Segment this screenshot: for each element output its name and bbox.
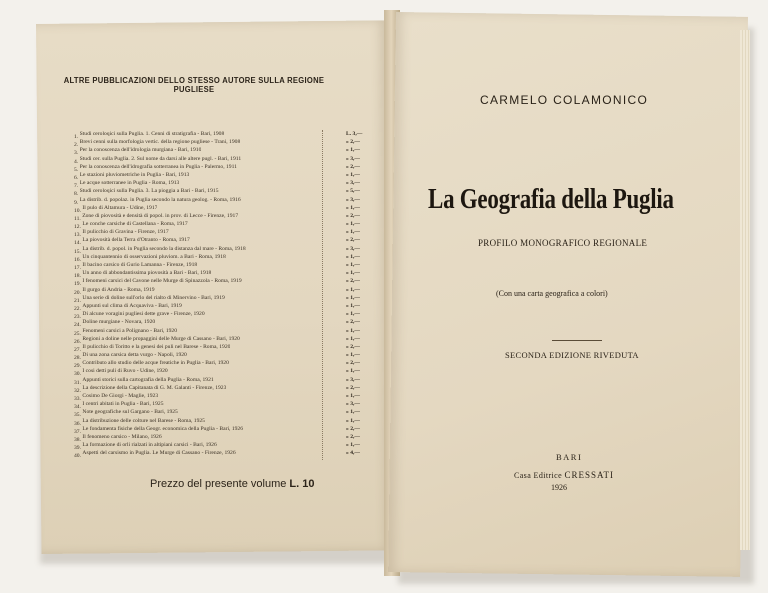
publication-title: I centri abitati in Puglia - Bari, 1925 xyxy=(82,401,164,408)
publication-number: 31. xyxy=(74,379,81,386)
publication-year: 1926 xyxy=(551,483,567,492)
publication-number: 13. xyxy=(74,232,81,239)
publication-number: 24. xyxy=(74,322,81,329)
publication-number: 25. xyxy=(74,330,81,337)
publication-title: Per la conoscenza dell'idrografia sotterranea in Puglia - Palermo, 1911 xyxy=(79,163,237,170)
publication-number: 40. xyxy=(74,453,81,460)
publication-title: Il pulicchio di Gravina - Firenze, 1917 xyxy=(82,229,169,236)
publication-title: Studi ceroloqici sulla Puglia. 3. La pioggia a Bari - Bari, 1915 xyxy=(79,188,219,195)
publication-title: Il gurgo di Andria - Roma, 1919 xyxy=(82,286,155,293)
publication-number: 4. xyxy=(74,158,79,165)
publication-number: 10. xyxy=(74,207,81,214)
publication-number: 6. xyxy=(74,175,79,182)
publication-price: » 2,— xyxy=(346,425,360,432)
publication-price: » 3,— xyxy=(346,196,360,203)
publication-number: 15. xyxy=(74,248,81,255)
publication-title: Un anno di abbondantissima piovosità a Bari - Bari, 1918 xyxy=(82,270,212,277)
publication-price: » 1,— xyxy=(346,442,360,449)
publication-price: » 1,— xyxy=(346,204,360,211)
page-edges xyxy=(740,30,750,550)
publication-price: » 2,— xyxy=(346,163,360,170)
publication-price: » 1,— xyxy=(346,311,360,318)
publication-price: » 1,— xyxy=(346,262,360,268)
publication-title: Cosimo De Giorgi - Maglie, 1923 xyxy=(82,393,159,399)
publication-title: Di alcune voragini pugliesi dette grave - Firenze, 1920 xyxy=(82,311,205,318)
publication-number: 34. xyxy=(74,404,81,411)
publication-title: Brevi cenni sulla morfologia vertic. della regione pugliese - Trani, 1908 xyxy=(79,139,241,146)
publication-price: » 1,— xyxy=(346,352,360,359)
publication-title: La distribuzione delle colture nel Barese - Roma, 1925 xyxy=(82,417,205,424)
volume-price-value: L. 10 xyxy=(289,478,315,490)
publication-number: 22. xyxy=(74,306,81,313)
publication-number: 32. xyxy=(74,388,81,395)
publication-title: Il pulo di Altamura - Udine, 1917 xyxy=(82,204,158,211)
publication-title: Note geografiche sul Gargano - Bari, 1925 xyxy=(82,409,178,416)
publication-number: 23. xyxy=(74,314,81,321)
publication-number: 21. xyxy=(74,297,81,304)
publication-title: Regioni a doline nelle propaggini delle Murge di Cassano - Bari, 1920 xyxy=(82,335,240,342)
publisher-prefix: Casa Editrice xyxy=(514,471,563,480)
publications-header: ALTRE PUBBLICAZIONI DELLO STESSO AUTORE SULLA REGIONE PUGLIESE xyxy=(63,76,325,94)
publication-price: L. 3,— xyxy=(346,131,363,137)
publication-title: La descrizione della Capitanata di G. M. Galanti - Firenze, 1923 xyxy=(82,384,227,391)
publication-price: » 2,— xyxy=(346,360,360,367)
price-column-rule xyxy=(322,130,323,460)
publication-price: » 1,— xyxy=(346,229,360,236)
publication-number: 33. xyxy=(74,396,81,403)
publication-price: » 4,— xyxy=(346,450,360,457)
publication-title: Studi ceroloqici sulla Puglia. 1. Cenni di stratigrafia - Bari, 1908 xyxy=(79,131,225,137)
publication-number: 16. xyxy=(74,257,81,264)
publication-title: Aspetti del carsismo in Puglia. Le Murge di Cassano - Firenze, 1926 xyxy=(82,450,236,457)
publication-number: 20. xyxy=(74,289,81,296)
publication-number: 29. xyxy=(74,363,81,370)
publication-title: La formazione di orli rialzati in altipiani carsici - Bari, 1926 xyxy=(82,442,217,449)
publication-number: 26. xyxy=(74,338,81,345)
publication-title: Appunti storici sulla cartografia della Puglia - Roma, 1921 xyxy=(82,376,214,383)
edition-label: SECONDA EDIZIONE RIVEDUTA xyxy=(505,350,639,360)
publication-price: » 1,— xyxy=(346,335,360,342)
publication-price: » 1,— xyxy=(346,294,360,301)
author-name: CARMELO COLAMONICO xyxy=(480,93,649,107)
publication-number: 35. xyxy=(74,412,81,419)
publication-price: » 3,— xyxy=(346,245,360,252)
book-title: La Geografia della Puglia xyxy=(428,184,674,215)
separator-rule xyxy=(552,340,602,341)
publication-title: Zone di piovosità e densità di popol. in prov. di Lecce - Firenze, 1917 xyxy=(82,212,239,219)
publication-title: Appunti sul clima di Acquaviva - Bari, 1919 xyxy=(82,302,182,309)
publication-number: 7. xyxy=(74,183,79,190)
publication-price: » 2,— xyxy=(346,278,360,285)
publication-price: » 1,— xyxy=(346,302,360,309)
publication-title: Il pulicchio di Toritto e la genesi dei puli nel Barese - Roma, 1920 xyxy=(82,343,231,350)
publication-price: » 3,— xyxy=(346,376,360,383)
publication-number: 27. xyxy=(74,347,81,354)
publication-title: Le conche carsiche di Castellana - Roma, 1917 xyxy=(82,221,188,228)
publication-title: Doline murgiane - Novara, 1920 xyxy=(82,319,156,326)
publication-title: Le stazioni pluviometriche in Puglia - Bari, 1913 xyxy=(79,171,190,178)
publication-number: 3. xyxy=(74,150,79,157)
publication-title: Il fenomeno carsico - Milano, 1926 xyxy=(82,433,162,440)
publication-number: 8. xyxy=(74,191,79,198)
publication-price: » 1,— xyxy=(346,368,360,375)
publication-number: 38. xyxy=(74,437,81,444)
publisher xyxy=(514,470,674,480)
publication-title: Studi cer. sulla Puglia. 2. Sul nome da darsi alle altere pugl. - Bari, 1911 xyxy=(79,155,242,162)
publication-title: Un cinquantennio di osservazioni pluviom. a Bari - Roma, 1918 xyxy=(82,253,226,260)
publication-price: » 1,— xyxy=(346,286,360,293)
volume-price xyxy=(150,478,315,490)
publication-price: » 3,— xyxy=(346,401,360,408)
publication-number: 11. xyxy=(74,216,81,223)
publication-price: » 1,— xyxy=(346,327,360,334)
publication-number: 36. xyxy=(74,420,81,427)
publication-number: 19. xyxy=(74,281,81,288)
publication-price: » 2,— xyxy=(346,237,360,244)
publication-title: Una serie di doline sull'orlo del rialto di Minervino - Bari, 1919 xyxy=(82,294,225,301)
publication-price: » 2,— xyxy=(346,319,360,326)
publication-price: » 1,— xyxy=(346,417,360,424)
publication-title: Fenomeni carsici a Polignano - Bari, 1920 xyxy=(82,327,178,334)
publication-price: » 2,— xyxy=(346,343,360,350)
publication-number: 17. xyxy=(74,265,81,272)
publication-title: Il bacino carsico di Gurio Lamanna - Firenze, 1918 xyxy=(82,262,198,268)
publication-title: Per la conoscenza dell'idrologia murgiana - Bari, 1910 xyxy=(79,147,202,154)
publication-number: 12. xyxy=(74,224,81,231)
publication-title: La distrib. d. popol. in Puglia secondo la distanza dal mare - Roma, 1918 xyxy=(82,245,246,252)
publication-title: Contributo allo studio delle acque freatiche in Puglia - Bari, 1920 xyxy=(82,360,229,367)
publication-number: 30. xyxy=(74,371,81,378)
publication-price: » 1,— xyxy=(346,171,360,178)
publication-price: » 1,— xyxy=(346,409,360,416)
publication-number: 39. xyxy=(74,445,81,452)
map-note: (Con una carta geografica a colori) xyxy=(496,289,608,298)
publication-number: 5. xyxy=(74,166,79,173)
publisher-name: CRESSATI xyxy=(564,470,614,480)
publication-title: Le fondamenta fisiche della Geogr. economica della Puglia - Bari, 1926 xyxy=(82,425,244,432)
publisher-city: BARI xyxy=(556,452,583,462)
publication-price: » 3,— xyxy=(346,180,360,187)
publication-title: I fenomeni carsici del Cavone nelle Murge di Spinazzola - Roma, 1919 xyxy=(82,278,242,285)
volume-price-label: Prezzo del presente volume xyxy=(150,478,287,490)
publication-price: » 2,— xyxy=(346,139,360,146)
publication-price: » 3,— xyxy=(346,155,360,162)
publication-price: » 1,— xyxy=(346,270,360,277)
publication-number: 1. xyxy=(74,134,79,141)
publication-number: 14. xyxy=(74,240,81,247)
publication-price: » 1,— xyxy=(346,221,360,228)
book-subtitle: PROFILO MONOGRAFICO REGIONALE xyxy=(478,238,648,248)
publication-title: La piovosità della Terra d'Otranto - Roma, 1917 xyxy=(82,237,190,244)
publication-price: » 1,— xyxy=(346,393,360,399)
publication-price: » 2,— xyxy=(346,384,360,391)
publication-number: 18. xyxy=(74,273,81,280)
publication-title: Di una zona carsica detta vurgo - Napoli, 1920 xyxy=(82,352,187,359)
publication-price: » 5,— xyxy=(346,188,360,195)
publication-title: Le acque sotterranee in Puglia - Roma, 1913 xyxy=(79,180,180,187)
publication-price: » 1,— xyxy=(346,253,360,260)
publication-price: » 2,— xyxy=(346,433,360,440)
publication-number: 37. xyxy=(74,428,81,435)
publication-number: 28. xyxy=(74,355,81,362)
publication-title: I cosi detti puli di Ruvo - Udine, 1920 xyxy=(82,368,168,375)
publication-price: » 2,— xyxy=(346,212,360,219)
publication-title: La distrib. d. popolaz. in Puglia secondo la natura geolog. - Roma, 1916 xyxy=(79,196,241,203)
publication-number: 9. xyxy=(74,199,79,206)
publication-price: » 1,— xyxy=(346,147,360,154)
publication-number: 2. xyxy=(74,142,79,149)
